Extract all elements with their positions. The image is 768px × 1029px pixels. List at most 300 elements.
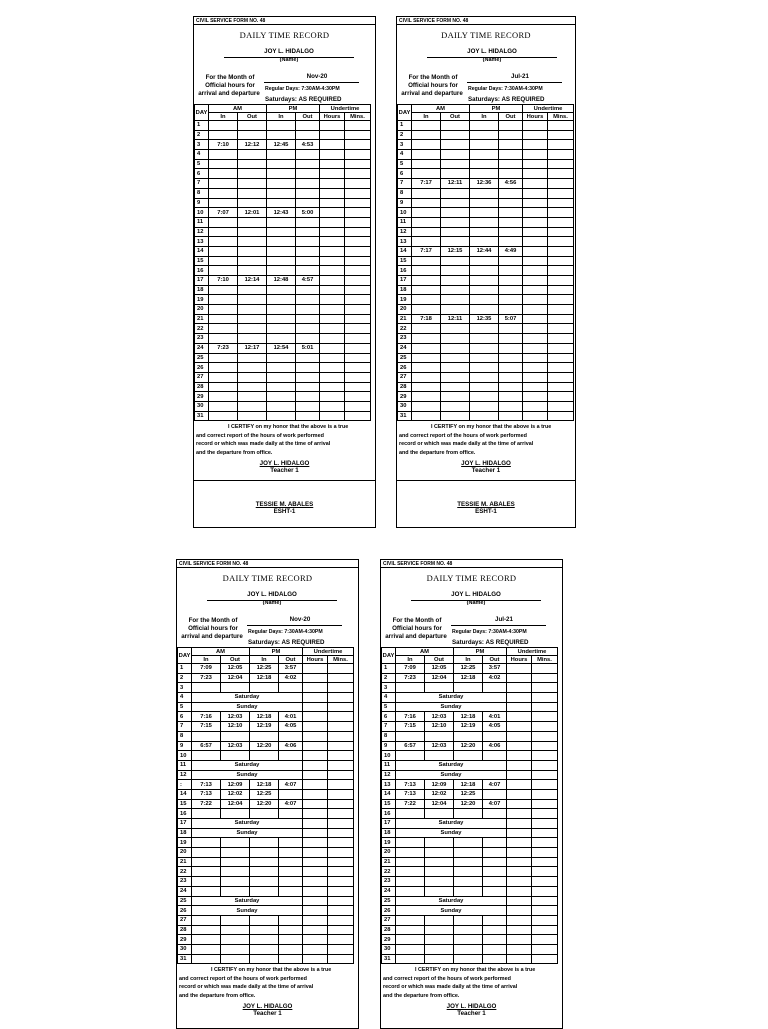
undertime-hours-cell [507,877,532,887]
am-out-cell [238,411,267,421]
name-label: (Name) [466,600,486,606]
pm-out-cell [499,295,523,305]
am-in-cell: 7:23 [396,673,425,683]
mins-header: Mins. [532,656,558,664]
am-out-cell [441,217,470,227]
day-cell: 17 [382,819,396,829]
table-row [178,935,354,945]
undertime-hours-cell [523,237,548,247]
undertime-mins-cell [548,237,574,247]
table-row [178,954,354,964]
table-row [398,121,574,131]
day-cell: 27 [398,372,412,382]
pm-out-cell [296,285,320,295]
day-cell: 1 [178,664,192,674]
pm-in-cell [470,334,499,344]
am-in-cell [209,334,238,344]
pm-in-cell: 12:54 [267,343,296,353]
pm-out-cell [499,363,523,373]
undertime-mins-cell [548,246,574,256]
table-row [382,819,558,829]
am-out-cell [425,954,454,964]
undertime-mins-cell [345,159,371,169]
employee-signature-block [381,1003,562,1017]
undertime-mins-cell [548,256,574,266]
pm-out-cell [499,392,523,402]
pm-in-cell [470,276,499,286]
am-in-cell [209,227,238,237]
am-in-cell [412,217,441,227]
form-number: CIVIL SERVICE FORM NO. 48 [179,561,249,567]
am-in-cell [209,266,238,276]
undertime-hours-cell [523,179,548,189]
table-row [382,702,558,712]
table-row [178,693,354,703]
table-row [195,130,371,140]
cert-line-4: and the departure from office. [383,992,460,999]
table-row [398,266,574,276]
undertime-hours-cell [303,789,328,799]
pm-in-cell [470,353,499,363]
table-row [382,770,558,780]
table-row [382,712,558,722]
pm-in-cell [470,217,499,227]
signature-divider [397,480,575,481]
am-out-cell [221,925,250,935]
undertime-hours-cell [320,237,345,247]
undertime-hours-cell [320,334,345,344]
day-cell: 23 [178,877,192,887]
pm-header: PM [267,105,320,113]
pm-in-header: In [470,113,499,121]
table-row [398,334,574,344]
day-cell: 11 [398,217,412,227]
pm-in-cell [250,809,279,819]
pm-in-cell [470,150,499,160]
undertime-hours-cell [523,305,548,315]
undertime-mins-cell [548,179,574,189]
am-out-cell [441,266,470,276]
table-row [195,295,371,305]
pm-out-cell [296,188,320,198]
day-note-cell: Saturday [192,896,303,906]
am-out-cell: 12:03 [221,712,250,722]
name-label: (Name) [482,57,502,63]
time-record-table [177,647,354,964]
supervisor-title: ESHT-1 [475,508,497,515]
undertime-mins-cell [548,305,574,315]
pm-out-cell [499,150,523,160]
am-in-cell [192,944,221,954]
pm-in-cell: 12:20 [454,741,483,751]
undertime-mins-cell [532,770,558,780]
am-in-cell [192,857,221,867]
pm-out-cell [483,751,507,761]
day-cell: 4 [195,150,209,160]
pm-in-cell [267,130,296,140]
pm-out-cell: 4:07 [279,799,303,809]
undertime-hours-cell [507,906,532,916]
am-out-cell [221,857,250,867]
pm-out-cell: 4:07 [483,799,507,809]
cert-line-2: and correct report of the hours of work performed [196,432,324,439]
day-cell: 7 [178,722,192,732]
undertime-mins-cell [532,741,558,751]
undertime-mins-cell [548,208,574,218]
am-out-cell [238,179,267,189]
pm-in-cell [470,363,499,373]
cert-line-2: and correct report of the hours of work performed [383,975,511,982]
signer-title: Teacher 1 [253,1010,282,1017]
table-row [398,295,574,305]
am-in-cell [396,809,425,819]
undertime-mins-cell [532,702,558,712]
am-out-cell [238,401,267,411]
undertime-mins-cell [328,799,354,809]
day-cell: 12 [398,227,412,237]
table-row [382,886,558,896]
am-out-cell [221,935,250,945]
table-row [382,799,558,809]
day-note-cell: Saturday [192,760,303,770]
undertime-hours-cell [303,925,328,935]
undertime-mins-cell [532,712,558,722]
table-row [195,392,371,402]
day-note-cell: Saturday [396,896,507,906]
undertime-mins-cell [345,188,371,198]
undertime-mins-cell [532,906,558,916]
undertime-mins-cell [345,401,371,411]
am-in-cell: 7:23 [209,343,238,353]
am-out-cell: 12:04 [221,673,250,683]
day-note-cell: Saturday [192,693,303,703]
pm-in-cell [470,343,499,353]
table-row [398,208,574,218]
table-row [398,401,574,411]
day-cell: 21 [398,314,412,324]
pm-in-cell [470,411,499,421]
table-row [398,227,574,237]
pm-out-cell [483,809,507,819]
pm-out-cell [499,217,523,227]
pm-in-cell [470,295,499,305]
day-cell: 12 [178,770,192,780]
undertime-hours-cell [320,276,345,286]
am-out-cell: 12:15 [441,246,470,256]
pm-out-cell: 4:02 [483,673,507,683]
pm-in-cell [470,130,499,140]
pm-out-cell [279,848,303,858]
am-in-cell [209,169,238,179]
am-out-cell [221,944,250,954]
pm-out-cell [296,411,320,421]
am-in-cell [209,285,238,295]
pm-out-cell [499,266,523,276]
undertime-mins-cell [532,838,558,848]
signer-name: JOY L. HIDALGO [242,1003,293,1010]
month-value: Nov-20 [306,73,328,80]
undertime-mins-cell [345,285,371,295]
day-cell: 9 [382,741,396,751]
am-in-cell [396,944,425,954]
undertime-mins-cell [328,954,354,964]
am-out-cell [238,285,267,295]
pm-header: PM [454,648,507,656]
pm-in-cell [470,198,499,208]
am-in-cell [209,159,238,169]
undertime-mins-cell [548,188,574,198]
month-underline [247,625,342,626]
am-out-cell [238,372,267,382]
cert-line-3: record or which was made daily at the time of arrival [399,441,534,448]
table-row [398,140,574,150]
am-out-cell: 12:10 [221,722,250,732]
pm-out-cell [296,314,320,324]
pm-in-cell [454,683,483,693]
pm-in-cell [250,867,279,877]
am-in-cell [209,121,238,131]
table-row [398,198,574,208]
am-out-cell [238,305,267,315]
am-in-cell [192,925,221,935]
saturdays-hours: Saturdays: AS REQUIRED [248,639,325,646]
am-out-cell [221,886,250,896]
table-row [178,702,354,712]
table-row [398,217,574,227]
undertime-hours-cell [320,392,345,402]
am-out-cell [441,256,470,266]
day-cell: 12 [195,227,209,237]
undertime-hours-cell [320,179,345,189]
am-out-cell [238,217,267,227]
pm-out-cell: 4:01 [483,712,507,722]
pm-in-cell: 12:18 [250,780,279,790]
am-out-cell [441,188,470,198]
table-row [195,227,371,237]
day-cell: 14 [398,246,412,256]
day-cell: 25 [178,896,192,906]
day-cell: 2 [178,673,192,683]
am-in-cell [412,208,441,218]
day-cell: 28 [178,925,192,935]
employee-name: JOY L. HIDALGO [467,48,517,55]
undertime-hours-cell [507,664,532,674]
day-cell: 9 [398,198,412,208]
undertime-hours-cell [507,731,532,741]
undertime-hours-cell [320,217,345,227]
pm-in-cell [267,314,296,324]
table-row [398,246,574,256]
day-note-cell: Saturday [192,819,303,829]
am-in-cell: 7:13 [192,789,221,799]
am-out-cell [441,353,470,363]
time-record-table [381,647,558,964]
undertime-mins-cell [548,130,574,140]
am-out-cell [221,915,250,925]
pm-in-cell [250,731,279,741]
pm-in-cell [470,285,499,295]
am-out-cell [238,392,267,402]
pm-in-cell [470,305,499,315]
cert-line-4: and the departure from office. [399,449,476,456]
undertime-hours-cell [320,324,345,334]
undertime-mins-cell [328,915,354,925]
day-cell: 20 [398,305,412,315]
pm-in-cell [267,372,296,382]
am-in-cell [192,731,221,741]
undertime-header: Undertime [523,105,574,113]
am-in-cell [192,954,221,964]
pm-in-cell: 12:25 [454,789,483,799]
pm-in-cell [470,208,499,218]
day-cell: 8 [382,731,396,741]
day-cell: 4 [382,693,396,703]
undertime-hours-cell [320,121,345,131]
am-out-cell [441,208,470,218]
pm-out-cell [296,198,320,208]
am-out-cell [221,683,250,693]
undertime-mins-cell [328,819,354,829]
pm-in-cell [267,169,296,179]
am-out-cell [221,809,250,819]
table-row [178,751,354,761]
undertime-mins-cell [548,392,574,402]
table-row [178,741,354,751]
undertime-header: Undertime [303,648,354,656]
am-in-cell [396,857,425,867]
undertime-mins-cell [328,906,354,916]
employee-name: JOY L. HIDALGO [247,591,297,598]
pm-in-cell [267,285,296,295]
undertime-mins-cell [328,877,354,887]
official-hours-label: Official hours for [408,82,458,89]
am-in-cell [396,925,425,935]
am-out-cell [441,305,470,315]
table-row [398,411,574,421]
pm-out-cell [499,276,523,286]
pm-out-cell [296,246,320,256]
table-row [195,140,371,150]
table-row [178,944,354,954]
undertime-mins-cell [532,673,558,683]
day-cell: 9 [195,198,209,208]
pm-in-cell [267,353,296,363]
table-row [398,237,574,247]
undertime-hours-cell [303,857,328,867]
undertime-hours-cell [507,935,532,945]
undertime-mins-cell [532,877,558,887]
pm-in-cell: 12:18 [454,673,483,683]
undertime-mins-cell [345,140,371,150]
pm-in-cell [250,886,279,896]
pm-out-cell: 4:01 [279,712,303,722]
am-in-cell: 7:10 [209,140,238,150]
day-cell: 9 [178,741,192,751]
am-out-cell [238,324,267,334]
am-out-cell [238,334,267,344]
pm-out-cell [483,867,507,877]
day-cell: 3 [195,140,209,150]
table-row [398,179,574,189]
pm-in-cell [454,838,483,848]
supervisor-name: TESSIE M. ABALES [255,501,314,508]
pm-out-cell [483,935,507,945]
pm-in-cell [250,683,279,693]
hours-header: Hours [303,656,328,664]
day-cell: 19 [398,295,412,305]
am-in-cell [396,877,425,887]
day-cell: 31 [178,954,192,964]
signer-name: JOY L. HIDALGO [461,460,511,467]
pm-out-cell [499,382,523,392]
undertime-mins-cell [532,925,558,935]
undertime-mins-cell [548,324,574,334]
table-row [398,363,574,373]
form-number: CIVIL SERVICE FORM NO. 48 [196,18,266,24]
day-cell: 16 [398,266,412,276]
pm-in-cell [267,179,296,189]
table-row [195,256,371,266]
undertime-hours-cell [523,411,548,421]
am-out-cell [441,382,470,392]
mins-header: Mins. [328,656,354,664]
pm-out-cell [279,925,303,935]
undertime-hours-cell [507,780,532,790]
arrival-departure-label: arrival and departure [385,633,447,640]
table-row [382,731,558,741]
undertime-mins-cell [328,780,354,790]
pm-out-cell [483,838,507,848]
day-cell: 4 [398,150,412,160]
undertime-hours-cell [303,683,328,693]
table-row [195,208,371,218]
am-out-cell: 12:04 [221,799,250,809]
day-cell: 10 [398,208,412,218]
pm-out-cell [279,944,303,954]
am-out-cell [441,285,470,295]
table-row [382,925,558,935]
day-cell: 28 [398,382,412,392]
undertime-hours-cell [507,741,532,751]
day-cell: 20 [195,305,209,315]
table-row [178,848,354,858]
day-cell: 23 [382,877,396,887]
undertime-hours-cell [507,828,532,838]
am-out-cell [238,363,267,373]
table-row [178,896,354,906]
undertime-mins-cell [532,867,558,877]
table-row [398,392,574,402]
pm-in-cell [267,411,296,421]
day-cell: 11 [178,760,192,770]
pm-in-cell [267,324,296,334]
am-out-cell: 12:11 [441,179,470,189]
am-out-cell [221,954,250,964]
pm-out-cell [279,838,303,848]
pm-out-cell [296,324,320,334]
table-row [382,954,558,964]
pm-out-cell [499,305,523,315]
undertime-hours-cell [303,896,328,906]
pm-out-cell [499,130,523,140]
pm-out-cell [499,169,523,179]
month-label: For the Month of [408,74,458,81]
am-out-cell: 12:11 [441,314,470,324]
day-cell: 5 [398,159,412,169]
mins-header: Mins. [548,113,574,121]
pm-in-cell [267,334,296,344]
am-in-cell [396,954,425,964]
